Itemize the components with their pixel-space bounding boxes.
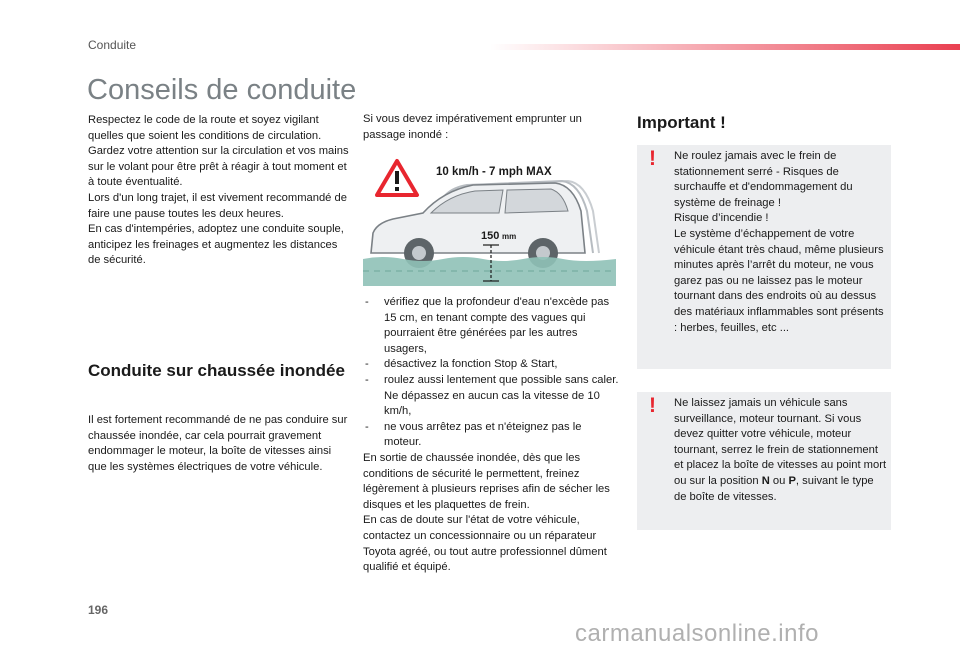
flood-illustration xyxy=(363,153,616,286)
depth-unit: mm xyxy=(502,232,517,241)
list-item xyxy=(363,420,621,451)
flood-text: Il est fortement recommandé de ne pas conduire sur chaussée inondée, car cela pourrait gravement endommager le moteur, la boîte de vitesses ainsi que les systèmes électriques de votre véhicule. xyxy=(88,414,348,473)
warning-text xyxy=(674,149,888,336)
warning-box-brake xyxy=(637,145,891,369)
list-item-text: vérifiez que la profondeur d'eau n'excède pas 15 cm, en tenant compte des vagues qui pourraient être générées par les autres usagers, xyxy=(384,296,610,355)
watermark: carmanualsonline.info xyxy=(575,620,819,647)
important-title: Important ! xyxy=(637,113,726,132)
intro-para: En cas d'intempéries, adoptez une conduite souple, anticipez les freinages et augmentez les distances de sécurité. xyxy=(88,223,344,267)
gear-neutral: N xyxy=(761,474,770,487)
page-number: 196 xyxy=(88,603,109,617)
flood-checklist xyxy=(363,295,621,451)
list-item xyxy=(363,373,621,420)
intro-para: Respectez le code de la route et soyez vigilant quelles que soient les conditions de circulation. xyxy=(88,114,322,142)
flood-heading: Conduite sur chaussée inondée xyxy=(88,361,345,380)
list-dash: - xyxy=(365,358,369,371)
exclamation-icon: ! xyxy=(649,147,656,170)
list-item xyxy=(363,295,621,357)
intro-para: Gardez votre attention sur la circulation et vos mains sur le volant pour être prêt à réagir à tout moment et à toute éventualité. xyxy=(88,145,349,189)
list-dash: - xyxy=(365,296,369,308)
intro-text xyxy=(88,113,350,269)
list-item-text: ne vous arrêtez pas et n'éteignez pas le moteur. xyxy=(384,420,582,449)
list-dash: - xyxy=(365,420,369,433)
warning-line: Ne roulez jamais avec le frein de stationnement serré - Risques de surchauffe et d'endommagement du système de freinage ! xyxy=(674,150,853,209)
exclamation-icon: ! xyxy=(649,394,656,417)
after-flood-para: En cas de doute sur l'état de votre véhicule, contactez un concessionnaire ou un réparateur Toyota agréé, ou tout autre professionnel dûment qualifié et équipé. xyxy=(363,514,607,574)
header-accent-bar xyxy=(490,44,960,50)
intro-para: Lors d'un long trajet, il est vivement recommandé de faire une pause toutes les deux heures. xyxy=(88,191,347,220)
list-item-text: désactivez la fonction Stop & Start, xyxy=(384,358,558,371)
warning-line: Risque d’incendie ! xyxy=(674,212,769,225)
page-title: Conseils de conduite xyxy=(87,74,357,106)
warning-text-part: Ne laissez jamais un véhicule sans surveillance, moteur tournant. Si vous devez quitter votre véhicule, moteur tournant, serrez le frein de stationnement et placez la boîte de vitesses au point mort ou sur la position xyxy=(674,397,887,487)
warning-text xyxy=(674,396,888,505)
warning-text-part: , suivant le type de boîte de vitesses. xyxy=(674,474,874,503)
list-item-text: roulez aussi lentement que possible sans caler. Ne dépassez en aucun cas la vitesse de 10 km/h, xyxy=(384,373,619,418)
speed-limit-label: 10 km/h - 7 mph MAX xyxy=(436,166,552,178)
after-flood-para: En sortie de chaussée inondée, dès que les conditions de sécurité le permettent, freinez légèrement à plusieurs reprises afin de sécher les disques et les plaquettes de frein. xyxy=(363,451,610,511)
list-dash: - xyxy=(365,373,369,386)
list-item xyxy=(363,357,621,373)
flood-intro: Si vous devez impérativement emprunter un passage inondé : xyxy=(363,113,582,141)
flood-instructions xyxy=(363,295,621,576)
section-label: Conduite xyxy=(88,38,137,52)
warning-line: Le système d’échappement de votre véhicule étant très chaud, même plusieurs minutes après l’arrêt du moteur, ne vous garez pas ou ne laissez pas le moteur tournant dans des endroits où au dessus des matériaux inflammables sont présents : herbes, feuilles, etc ... xyxy=(674,227,884,334)
depth-value: 150 xyxy=(481,230,500,242)
warning-text-part: ou xyxy=(769,474,789,487)
warning-box-unattended xyxy=(637,392,891,530)
gear-park: P xyxy=(788,474,796,487)
